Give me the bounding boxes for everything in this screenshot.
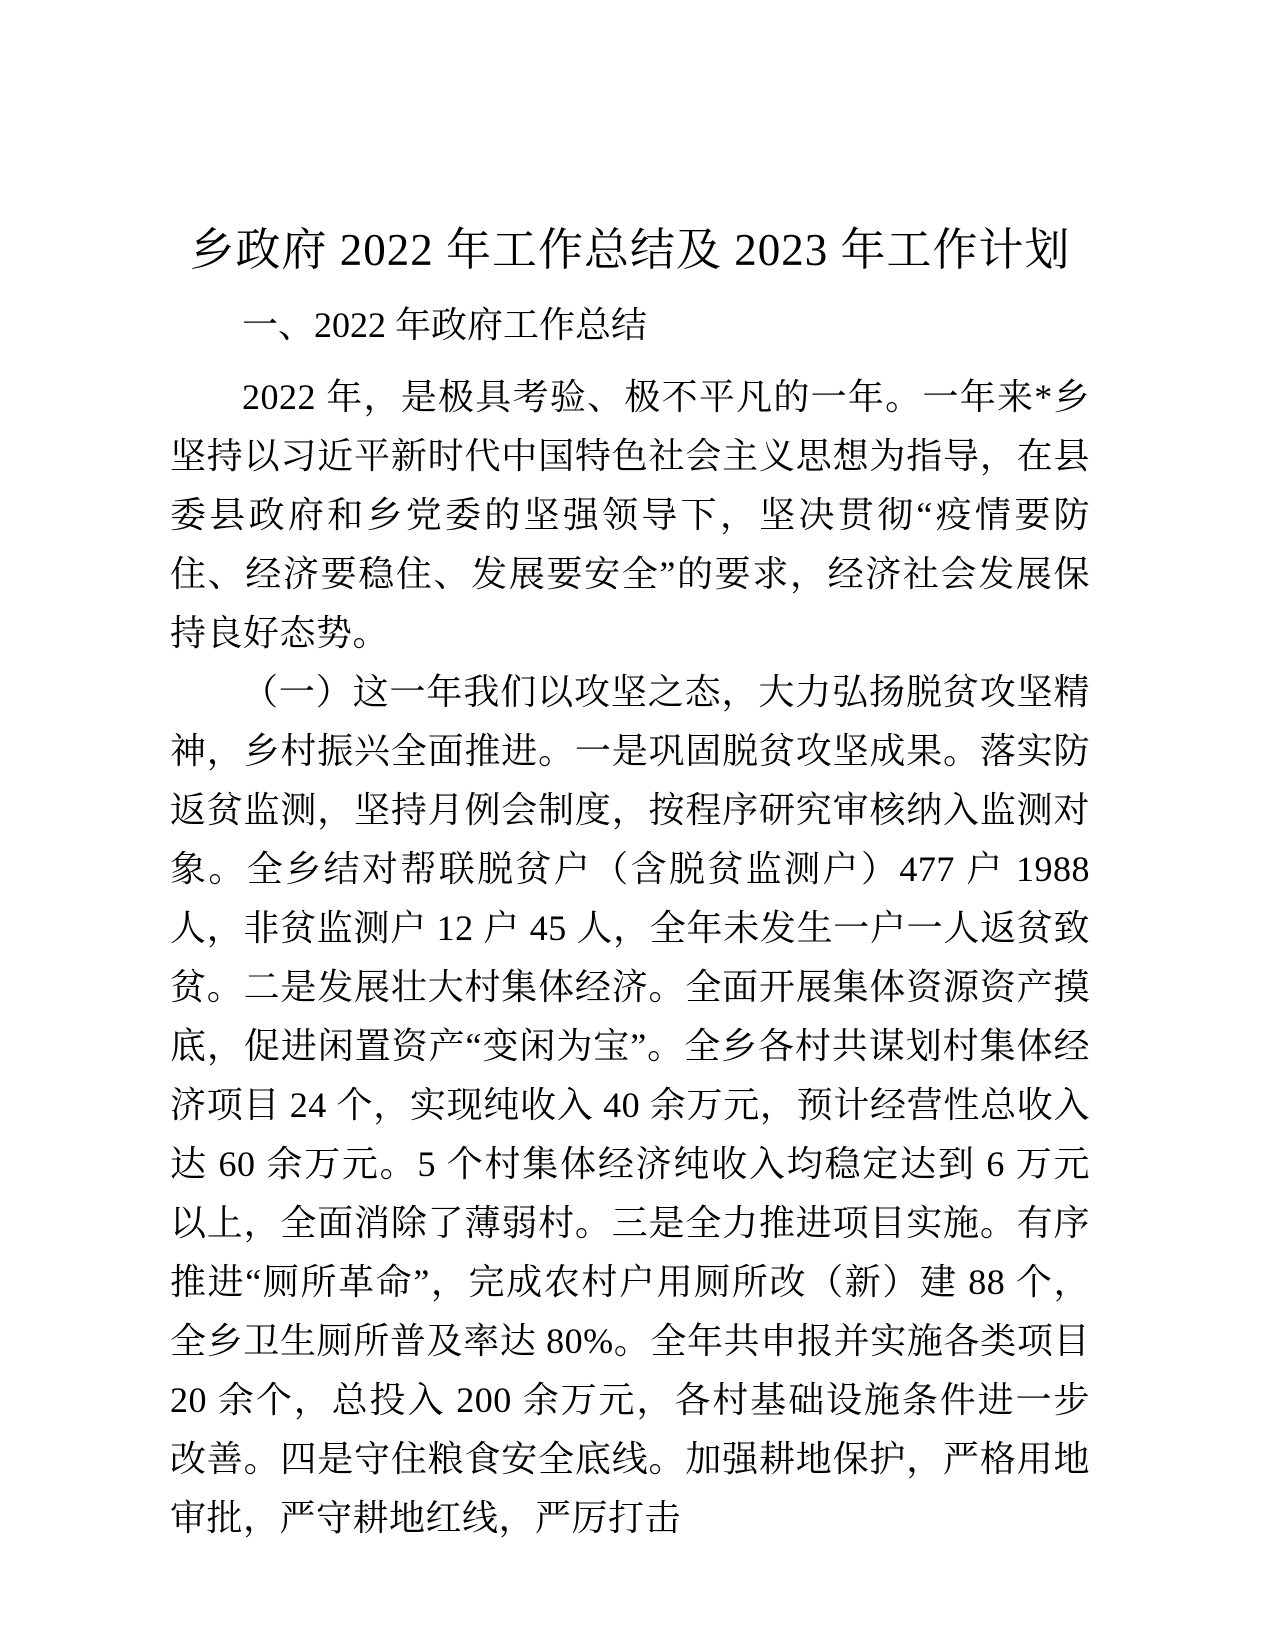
paragraph-intro: 2022 年，是极具考验、极不平凡的一年。一年来*乡坚持以习近平新时代中国特色社会主义思想为指导，在县委县政府和乡党委的坚强领导下，坚决贯彻“疫情要防住、经济要稳住、发展要安全”的要求，经济社会发展保持良好态势。	[170, 377, 1090, 653]
section-heading: 一、2022 年政府工作总结	[242, 305, 648, 345]
paragraph-achievements: （一）这一年我们以攻坚之态，大力弘扬脱贫攻坚精神，乡村振兴全面推进。一是巩固脱贫攻坚成果。落实防返贫监测，坚持月例会制度，按程序研究审核纳入监测对象。全乡结对帮联脱贫户（含脱贫监测户）477 户 1988 人，非贫监测户 12 户 45 人，全年未发生一户一人返贫致贫。二是发展壮大村集体经济。全面开展集体资源资产摸底，促进闲置资产“变闲为宝”。全乡各村共谋划村集体经济项目 24 个，实现纯收入 40 余万元，预计经营性总收入达 60 余万元。5 个村集体经济纯收入均稳定达到 6 万元以上，全面消除了薄弱村。三是全力推进项目实施。有序推进“厕所革命”，完成农村户用厕所改（新）建 88 个，全乡卫生厕所普及率达 80%。全年共申报并实施各类项目 20 余个，总投入 200 余万元，各村基础设施条件进一步改善。四是守住粮食安全底线。加强耕地保护，严格用地审批，严守耕地红线，严厉打击	[170, 672, 1090, 1538]
document-title: 乡政府 2022 年工作总结及 2023 年工作计划	[189, 225, 1071, 275]
